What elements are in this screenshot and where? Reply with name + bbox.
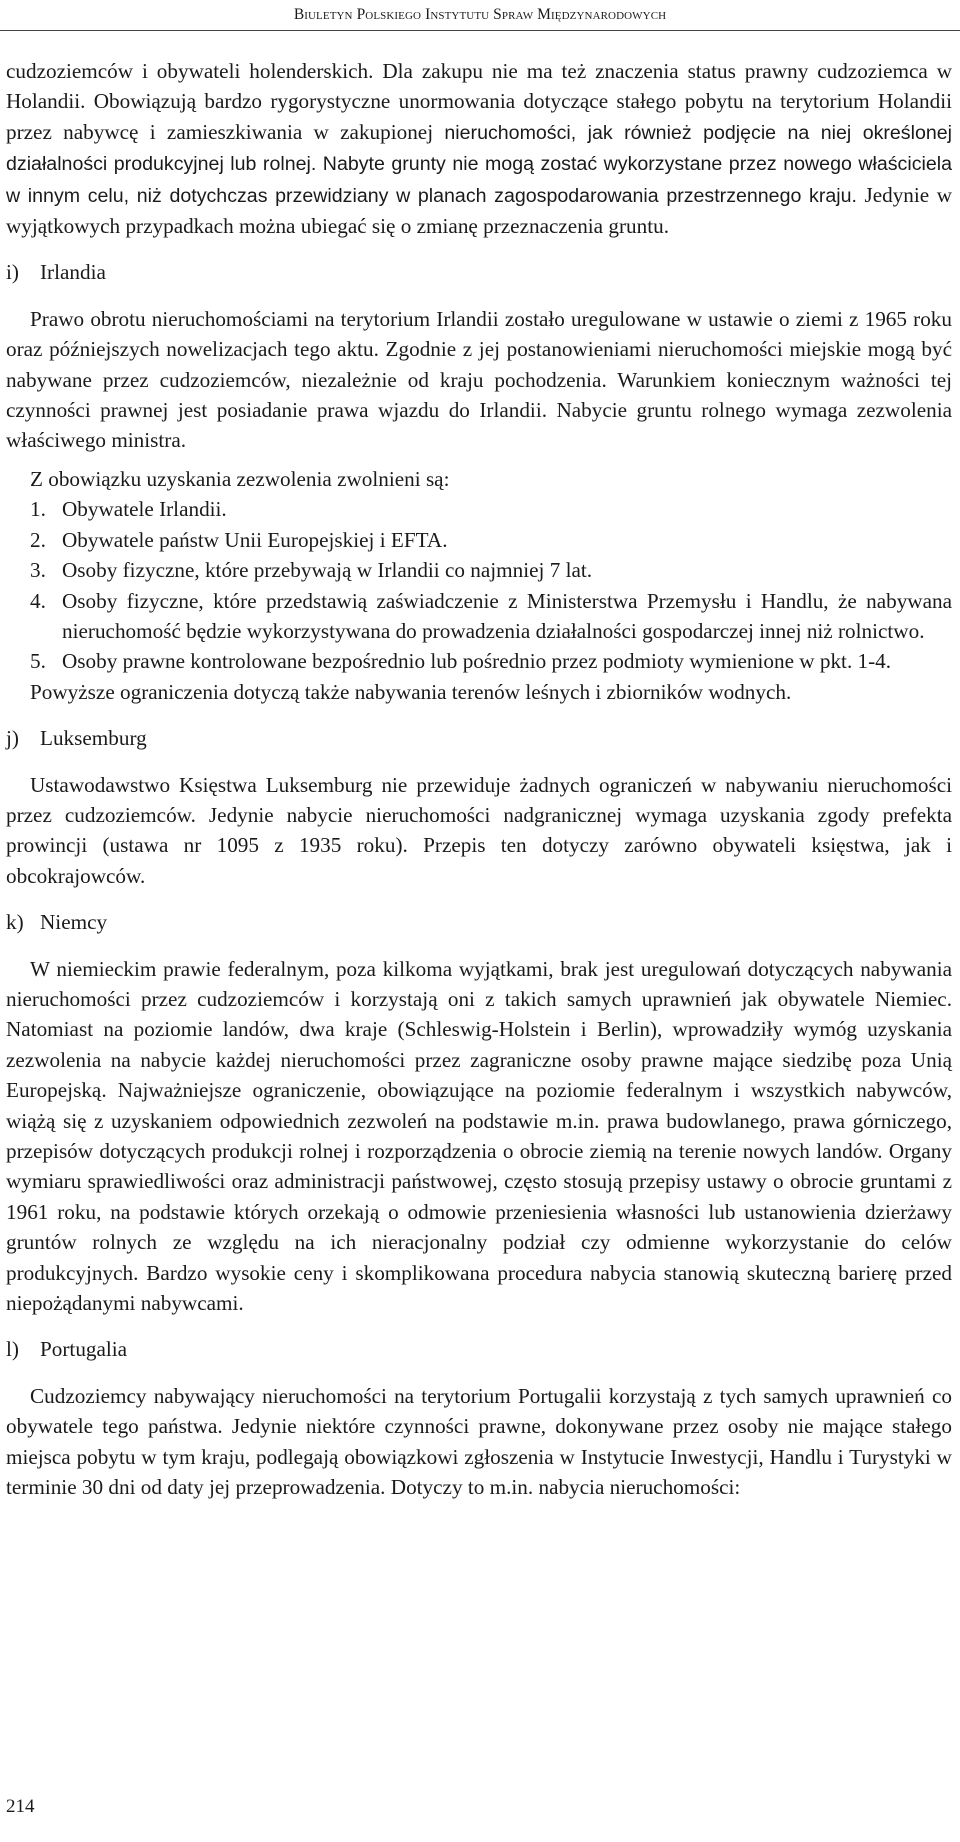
portugal-paragraph: Cudzoziemcy nabywający nieruchomości na terytorium Portugalii korzystają z tych samych uprawnień co obywatele tego państwa. Jedynie niektóre czynności prawne, dokonywane przez osoby nie mające stałego miejsca pobytu w tym kraju, podlegają obowiązkowi zgłoszenia w Instytucie Inwestycji, Handlu i Turystyki w terminie 30 dni od daty jej przeprowadzenia. Dotyczy to m.in. nabycia nieruchomości: (6, 1383, 952, 1500)
page-number: 214 (6, 1796, 35, 1817)
page-body (6, 56, 952, 1502)
ireland-paragraph: Prawo obrotu nieruchomościami na terytorium Irlandii zostało uregulowane w ustawie o ziemi z 1965 roku oraz późniejszych nowelizacjach tego aktu. Zgodnie z jej postanowieniami nieruchomości miejskie mogą być nabywane przez cudzoziemców, niezależnie od kraju pochodzenia. Warunkiem koniecznym ważności tej czynności prawnej jest posiadanie prawa wjazdu do Irlandii. Nabycie gruntu rolnego wymaga zezwolenia właściwego ministra. (6, 306, 952, 453)
list-item: 1. Obywatele Irlandii. (30, 497, 227, 522)
section-label: j) (6, 726, 19, 751)
intro-text-serif: cudzoziemców i obywateli holenderskich. Dla zakupu nie ma też znaczenia status prawny cudzoziemca w Holandii. Obowiązują bardzo rygorystyczne unormowania dotyczące stałego pobytu na terytorium Holandii przez nabywcę i zamieszkiwania w zakupionej (6, 59, 952, 144)
list-item: 2. Obywatele państw Unii Europejskiej i EFTA. (30, 527, 448, 552)
list-item: 5. Osoby prawne kontrolowane bezpośrednio lub pośrednio przez podmioty wymienione w pkt. 1-4. (30, 649, 892, 674)
intro-paragraph (6, 56, 952, 241)
section-heading-luxembourg (6, 723, 952, 753)
section-heading-portugal (6, 1334, 952, 1364)
ireland-list-intro: Z obowiązku uzyskania zezwolenia zwolnieni są: (30, 466, 450, 491)
section-title: Portugalia (40, 1337, 128, 1362)
section-title: Luksemburg (40, 726, 147, 751)
section-heading-ireland (6, 257, 952, 287)
intro-text-end: Jedynie w wyjątkowych przypadkach można ubiegać się o zmianę przeznaczenia gruntu. (6, 182, 953, 239)
luxembourg-paragraph: Ustawodawstwo Księstwa Luksemburg nie przewiduje żadnych ograniczeń w nabywaniu nieruchomości przez cudzoziemców. Jedynie nabycie nieruchomości nadgranicznej wymaga uzyskania zgody prefekta prowincji (ustawa nr 1095 z 1935 roku). Przepis ten dotyczy zarówno obywateli księstwa, jak i obcokrajowców. (6, 772, 952, 888)
section-label: i) (6, 260, 19, 285)
germany-paragraph: W niemieckim prawie federalnym, poza kilkoma wyjątkami, brak jest uregulowań dotyczących nabywania nieruchomości przez cudzoziemców i korzystają oni z takich samych uprawnień jak obywatele Niemiec. Natomiast na poziomie landów, dwa kraje (Schleswig-Holstein i Berlin), wprowadziły wymóg uzyskania zezwolenia na nabycie każdej nieruchomości przez zagraniczne osoby prawne mające siedzibę poza Unią Europejską. Najważniejsze ograniczenie, obowiązujące na poziomie federalnym i wszystkich nabywców, wiążą się z uzyskaniem odpowiednich zezwoleń na podstawie m.in. prawa budowlanego, prawa górniczego, przepisów dotyczących produkcji rolnej i rozporządzenia o obrocie ziemią na terenie nowych landów. Organy wymiaru sprawiedliwości oraz administracji państwowej, często stosują przepisy ustawy o obrocie gruntami z 1961 roku, na podstawie których orzekają o odmowie przeniesienia własności lub ustanowienia dzierżawy gruntów rolnych ze względu na ich nieracjonalny podział czy odmienne wykorzystanie do celów produkcyjnych. Bardzo wysokie ceny i skomplikowana procedura nabycia stanowią skuteczną barierę przed niepożądanymi nabywcami. (6, 956, 952, 1316)
list-item: 4. Osoby fizyczne, które przedstawią zaświadczenie z Ministerstwa Przemysłu i Handlu, że nabywana nieruchomość będzie wykorzystywana do prowadzenia działalności gospodarczej innej niż rolnictwo. (30, 588, 952, 643)
ireland-closing: Powyższe ograniczenia dotyczą także nabywania terenów leśnych i zbiorników wodnych. (30, 679, 792, 704)
section-heading-germany (6, 907, 952, 937)
list-item: 3. Osoby fizyczne, które przebywają w Irlandii co najmniej 7 lat. (30, 558, 593, 583)
running-title: Biuletyn Polskiego Instytutu Spraw Międzynarodowych (293, 6, 667, 23)
header-rule (0, 30, 960, 31)
running-header (0, 6, 960, 24)
section-title: Niemcy (40, 910, 108, 935)
section-label: l) (6, 1337, 19, 1362)
section-title: Irlandia (40, 260, 106, 285)
ireland-exemption-list (6, 494, 952, 676)
intro-text-sans: nieruchomości, jak również podjęcie na niej określonej działalności produkcyjnej lub rolnej. Nabyte grunty nie mogą zostać wykorzystane przez nowego właściciela w innym celu, niż dotychczas przewidziany w planach zagospodarowania przestrzennego kraju. (6, 121, 953, 207)
section-label: k) (6, 910, 24, 935)
